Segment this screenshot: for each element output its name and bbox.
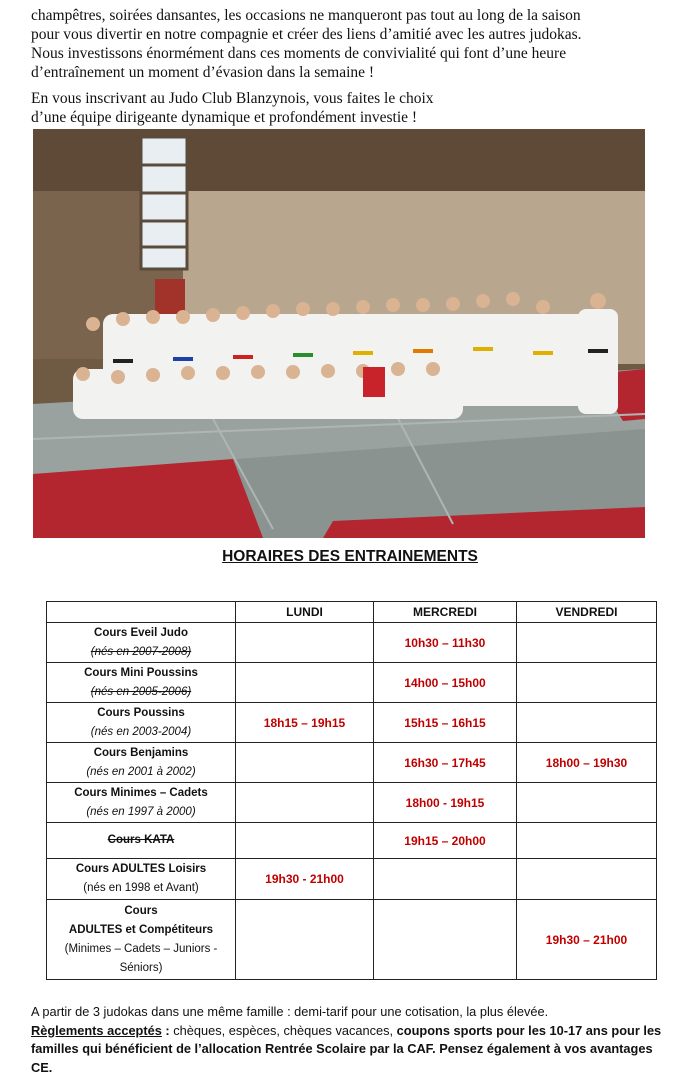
schedule-table: [46, 601, 657, 980]
intro-line: d’une équipe dirigeante dynamique et profondément investie !: [31, 108, 671, 127]
payment-label: Règlements acceptés: [31, 1023, 162, 1038]
lundi-cell: 19h30 - 21h00: [236, 859, 374, 900]
course-cell: [47, 743, 236, 783]
course-cell: [47, 900, 236, 980]
table-row: [47, 663, 657, 703]
table-row: [47, 623, 657, 663]
table-row: [47, 900, 657, 980]
payment-ce-note: Pensez également à vos avantages CE.: [31, 1041, 653, 1075]
table-header-row: [47, 602, 657, 623]
group-photo-illustration: [33, 129, 645, 538]
course-years: (nés en 2003-2004): [49, 723, 233, 742]
mercredi-cell: 18h00 - 19h15: [374, 783, 517, 823]
section-title-text: HORAIRES DES ENTRAINEMENTS: [222, 548, 478, 565]
table-row: [47, 823, 657, 859]
course-years: (nés en 1997 à 2000): [49, 803, 233, 822]
course-name: Cours Mini Poussins: [49, 664, 233, 683]
mercredi-cell: 10h30 – 11h30: [374, 623, 517, 663]
lundi-cell: [236, 783, 374, 823]
intro-line: Nous investissons énormément dans ces moments de convivialité qui font d’une heure: [31, 44, 671, 63]
mercredi-cell: 14h00 – 15h00: [374, 663, 517, 703]
footer-payment: [31, 1022, 676, 1077]
table-row: [47, 859, 657, 900]
course-years: (nés en 2007-2008): [49, 643, 233, 662]
table-row: [47, 783, 657, 823]
course-years: (Minimes – Cadets – Juniors -: [49, 940, 233, 959]
course-cell: [47, 823, 236, 859]
course-name: Cours Eveil Judo: [49, 624, 233, 643]
section-title: [0, 548, 700, 566]
intro-line: En vous inscrivant au Judo Club Blanzynois, vous faites le choix: [31, 89, 671, 108]
table-row: [47, 703, 657, 743]
mercredi-cell: 19h15 – 20h00: [374, 823, 517, 859]
vendredi-cell: [517, 703, 657, 743]
lundi-cell: [236, 900, 374, 980]
course-name: Cours ADULTES Loisirs: [49, 860, 233, 879]
course-cell: [47, 859, 236, 900]
course-name: Cours Benjamins: [49, 744, 233, 763]
intro-line: pour vous divertir en notre compagnie et créer des liens d’amitié avec les autres judokas.: [31, 25, 671, 44]
table-row: [47, 743, 657, 783]
mercredi-cell: 15h15 – 16h15: [374, 703, 517, 743]
table-header-blank: [47, 602, 236, 623]
lundi-cell: 18h15 – 19h15: [236, 703, 374, 743]
course-name: ADULTES et Compétiteurs: [49, 921, 233, 940]
course-name: Cours: [49, 902, 233, 921]
course-cell: [47, 783, 236, 823]
course-years: Séniors): [49, 959, 233, 978]
course-name: Cours KATA: [49, 831, 233, 850]
payment-colon: :: [162, 1023, 173, 1038]
table-header-lundi: LUNDI: [236, 602, 374, 623]
vendredi-cell: [517, 783, 657, 823]
table-header-vendredi: VENDREDI: [517, 602, 657, 623]
footer-text: [31, 1003, 676, 1077]
course-years: (nés en 1998 et Avant): [49, 879, 233, 898]
vendredi-cell: 19h30 – 21h00: [517, 900, 657, 980]
course-years: (nés en 2001 à 2002): [49, 763, 233, 782]
lundi-cell: [236, 663, 374, 703]
course-name: Cours Minimes – Cadets: [49, 784, 233, 803]
vendredi-cell: [517, 823, 657, 859]
vendredi-cell: [517, 623, 657, 663]
mercredi-cell: 16h30 – 17h45: [374, 743, 517, 783]
group-photo: [33, 129, 645, 538]
table-header-mercredi: MERCREDI: [374, 602, 517, 623]
vendredi-cell: [517, 859, 657, 900]
vendredi-cell: [517, 663, 657, 703]
lundi-cell: [236, 743, 374, 783]
course-cell: [47, 703, 236, 743]
mercredi-cell: [374, 900, 517, 980]
intro-line: d’entraînement un moment d’évasion dans la semaine !: [31, 63, 671, 82]
course-years: (nés en 2005-2006): [49, 683, 233, 702]
lundi-cell: [236, 823, 374, 859]
intro-line: champêtres, soirées dansantes, les occasions ne manqueront pas tout au long de la saison: [31, 6, 671, 25]
vendredi-cell: 18h00 – 19h30: [517, 743, 657, 783]
footer-discount: A partir de 3 judokas dans une même famille : demi-tarif pour une cotisation, la plus élevée.: [31, 1003, 676, 1022]
mercredi-cell: [374, 859, 517, 900]
course-cell: [47, 623, 236, 663]
intro-text: [31, 6, 671, 127]
course-cell: [47, 663, 236, 703]
lundi-cell: [236, 623, 374, 663]
course-name: Cours Poussins: [49, 704, 233, 723]
payment-sport-coupons: coupons sports pour les 10-17 ans pour les familles qui bénéficient de l’allocation Rentrée Scolaire par la CAF.: [31, 1023, 661, 1057]
payment-methods: chèques, espèces, chèques vacances,: [173, 1023, 396, 1038]
